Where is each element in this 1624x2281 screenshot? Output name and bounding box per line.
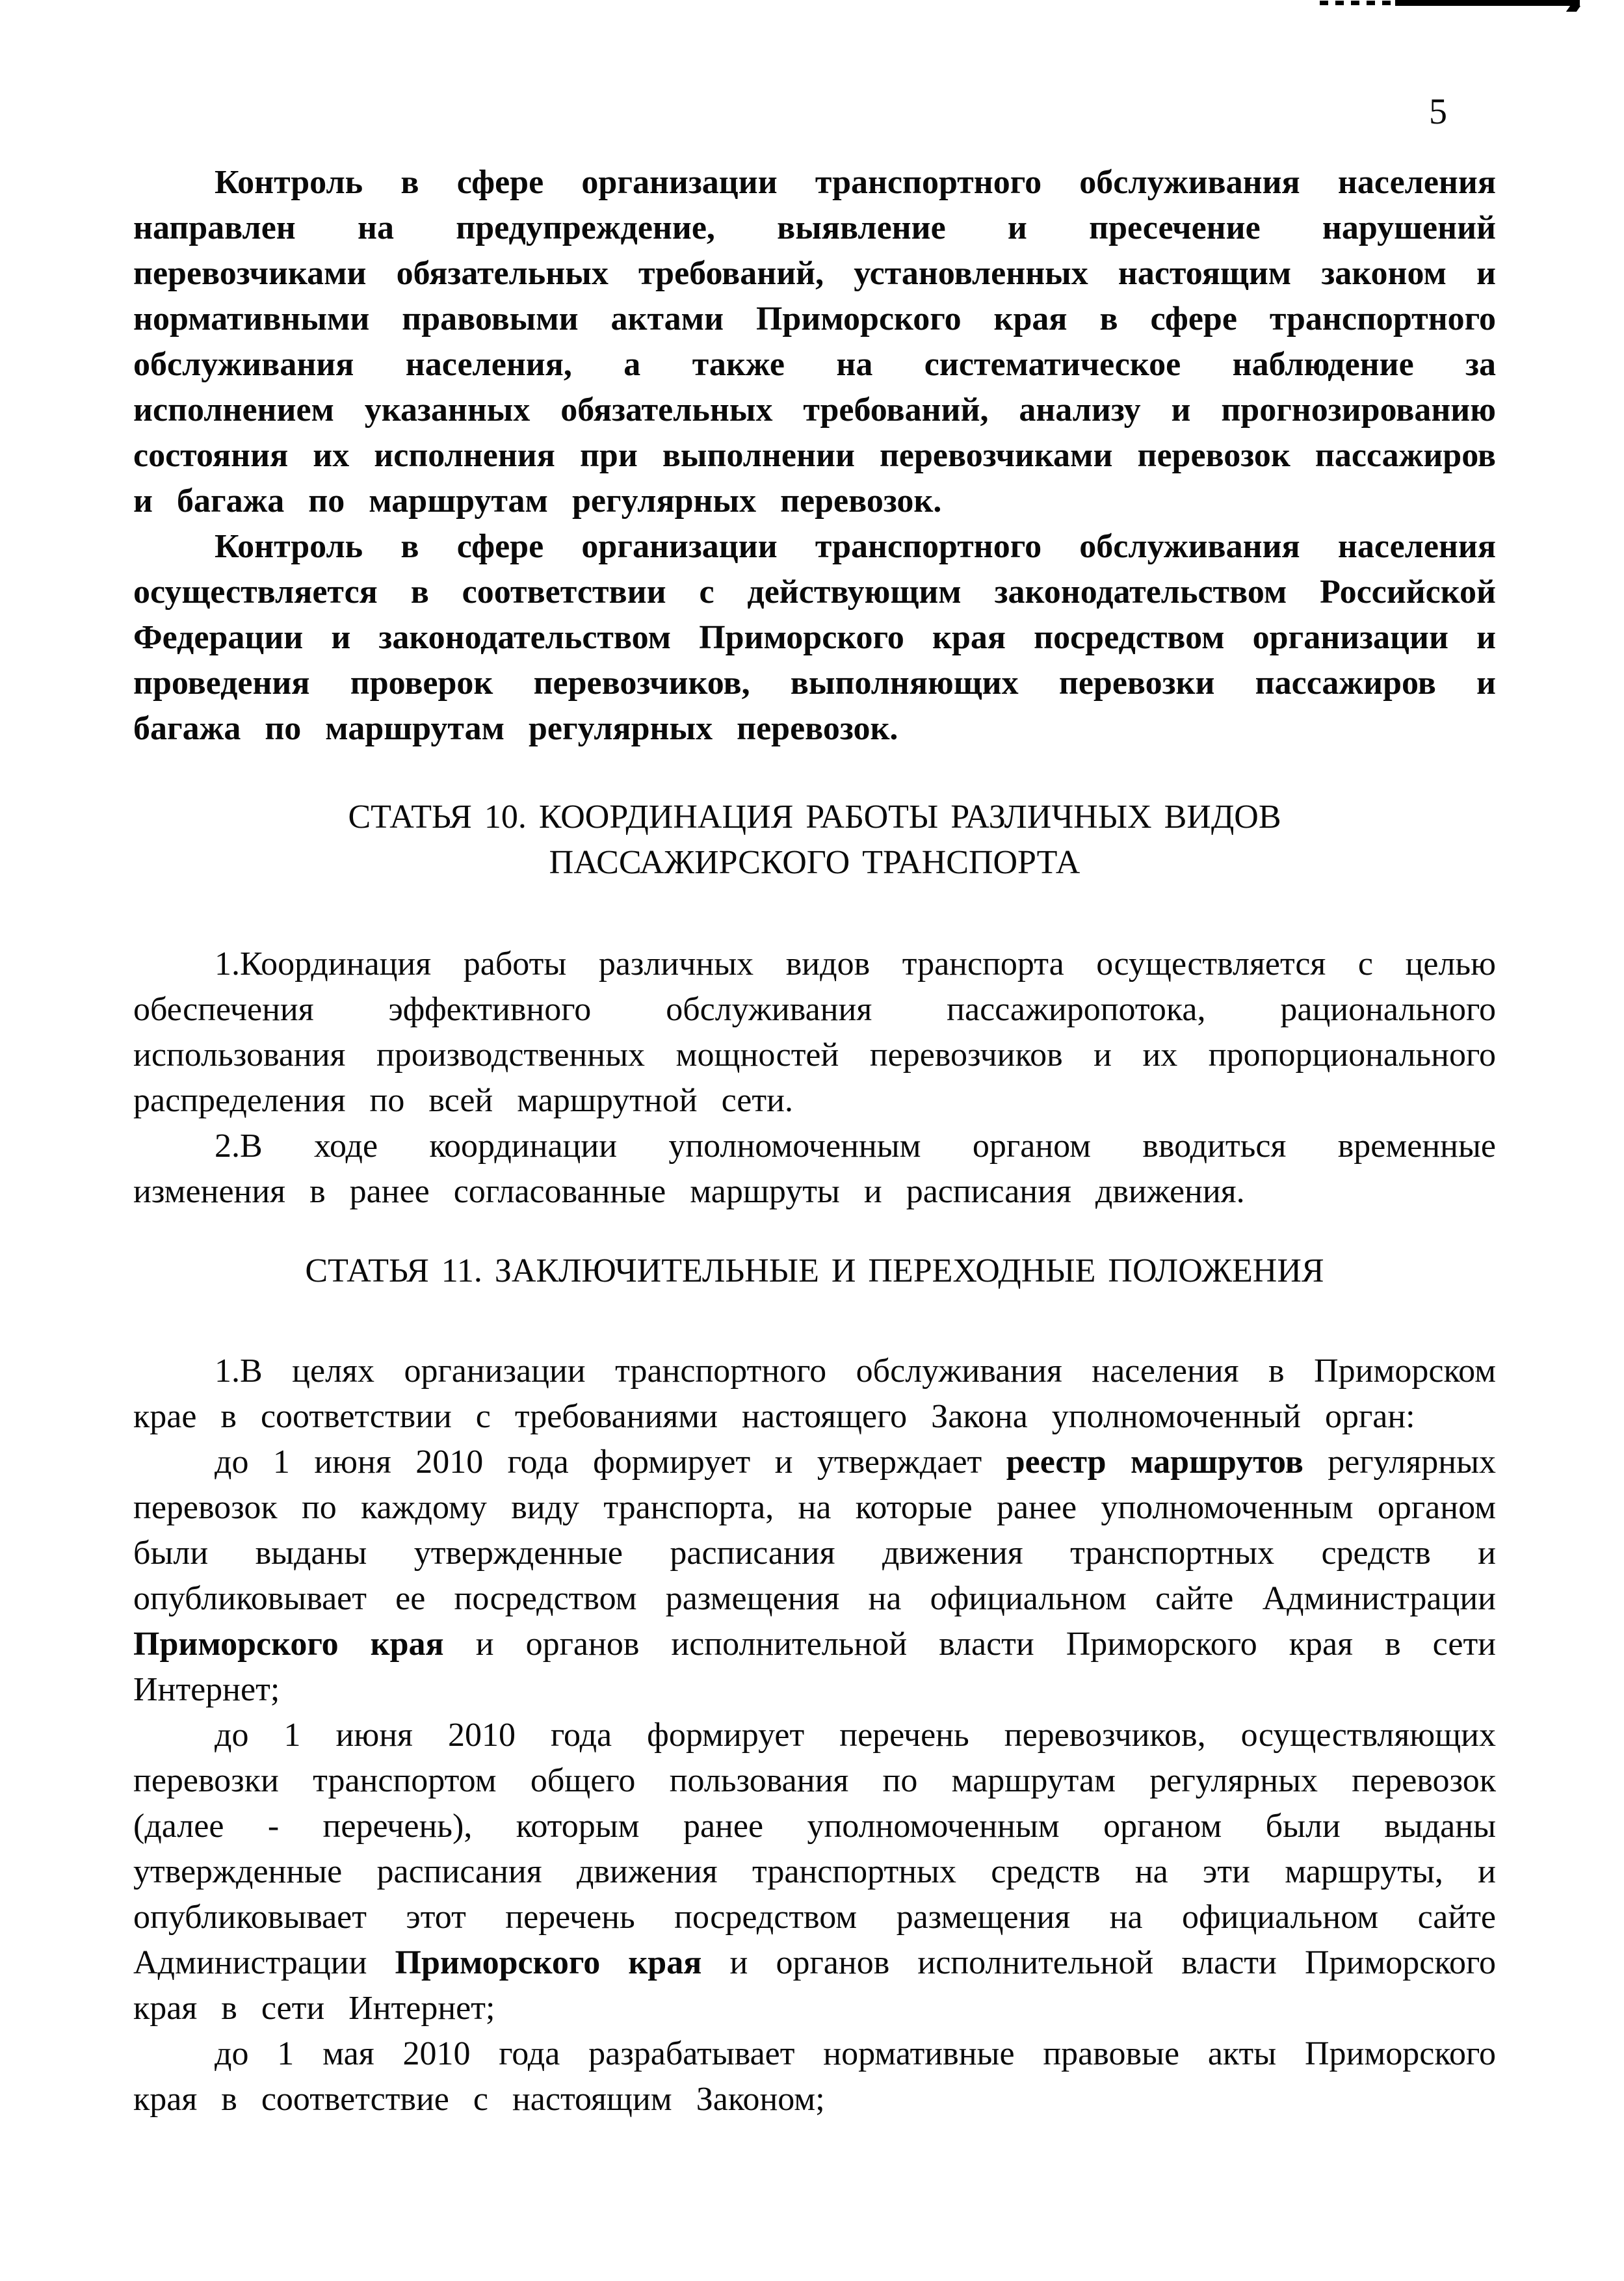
paragraph-text: Контроль в сфере организации транспортного обслуживания населения направлен на предупреждение, выявление и пресечение нарушений перевозчиками обязательных требований, установленных настоящим законом и нормативными правовыми актами Приморского края в сфере транспортного обслуживания населения, а также на систематическое наблюдение за исполнением указанных обязательных требований, анализу и прогнозированию состояния их исполнения при выполнении перевозчиками перевозок пассажиров и багажа по маршрутам регулярных перевозок. [133,164,1496,520]
paragraph-text: 2.В ходе координации уполномоченным органом вводиться временные изменения в ранее согласованные маршруты и расписания движения. [133,1127,1496,1210]
paragraph-text: и органов исполнительной власти Приморского края в сети Интернет; [133,1626,1496,1708]
article-11-heading [133,1248,1496,1294]
paragraph-text: до 1 июня 2010 года формирует перечень перевозчиков, осуществляющих перевозки транспортом общего пользования по маршрутам регулярных перевозок (далее - перечень), которым ранее уполномоченным органом были выданы утвержденные расписания движения транспортных средств на эти маршруты, и опубликовывает этот перечень посредством размещения на официальном сайте Администрации [133,1717,1496,1981]
bold-phrase-primorsky-krai: Приморского края [133,1626,444,1663]
paragraph-text: регулярных перевозок по каждому виду транспорта, на которые ранее уполномоченным органом были выданы утвержденные расписания движения транспортных средств и опубликовывает ее посредством размещения на официальном сайте Администрации [133,1444,1497,1617]
paragraph-text: до 1 июня 2010 года формирует и утверждает [215,1444,1006,1481]
article-10-heading-line-1: СТАТЬЯ 10. КООРДИНАЦИЯ РАБОТЫ РАЗЛИЧНЫХ ВИДОВ [348,798,1281,836]
paragraph-control-procedure [133,524,1496,752]
scan-artifact-line [1395,0,1580,6]
scan-artifact [1351,0,1624,14]
document-body [133,160,1496,2122]
paragraph-carrier-list [133,1713,1496,2031]
paragraph-text: и органов исполнительной власти Приморского края в сети Интернет; [133,1944,1497,2027]
paragraph-control-scope [133,160,1496,524]
bold-phrase-primorsky-krai: Приморского края [395,1944,702,1981]
article-10-heading [133,795,1496,886]
article-10-heading-line-2: ПАССАЖИРСКОГО ТРАНСПОРТА [549,844,1080,881]
article-11-heading-line-1: СТАТЬЯ 11. ЗАКЛЮЧИТЕЛЬНЫЕ И ПЕРЕХОДНЫЕ ПОЛОЖЕНИЯ [305,1252,1324,1289]
paragraph-legal-acts [133,2031,1496,2122]
paragraph-coordination-1 [133,942,1496,1124]
paragraph-text: 1.В целях организации транспортного обслуживания населения в Приморском крае в соответствии с требованиями настоящего Закона уполномоченный орган: [133,1352,1496,1435]
paragraph-coordination-2 [133,1124,1496,1215]
paragraph-text: Контроль в сфере организации транспортного обслуживания населения осуществляется в соответствии с действующим законодательством Российской Федерации и законодательством Приморского края посредством организации и проведения проверок перевозчиков, выполняющих перевозки пассажиров и багажа по маршрутам регулярных перевозок. [133,528,1496,747]
paragraph-text: 1.Координация работы различных видов транспорта осуществляется с целью обеспечения эффективного обслуживания пассажиропотока, рационального использования производственных мощностей перевозчиков и их пропорционального распределения по всей маршрутной сети. [133,945,1496,1119]
paragraph-route-registry [133,1440,1496,1713]
bold-phrase-route-registry: реестр маршрутов [1006,1444,1303,1481]
page-number: 5 [1429,92,1447,132]
paragraph-text: до 1 мая 2010 года разрабатывает нормативные правовые акты Приморского края в соответствие с настоящим Законом; [133,2035,1496,2118]
scan-artifact-dashes [1320,1,1393,5]
paragraph-final-intro [133,1349,1496,1440]
